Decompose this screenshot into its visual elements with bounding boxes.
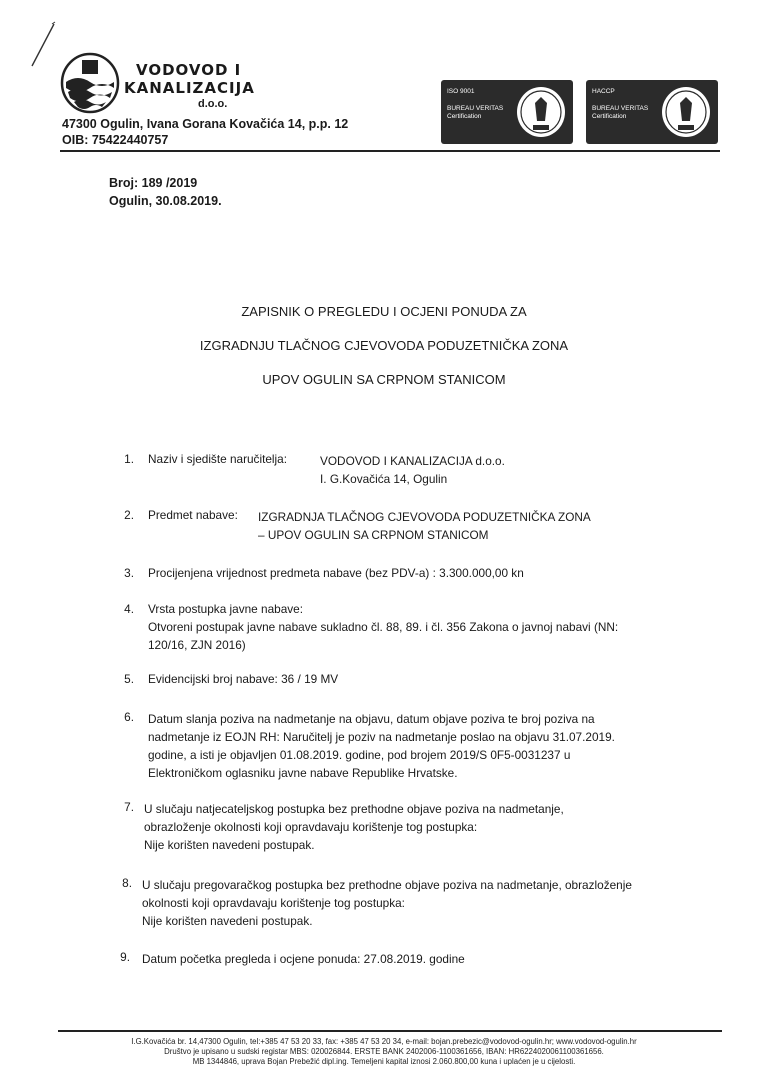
bureau-veritas-seal-icon [660, 85, 712, 139]
cert-label: HACCP [592, 88, 615, 95]
company-oib: OIB: 75422440757 [62, 133, 169, 147]
item-text: Elektroničkom oglasniku javne nabave Republike Hrvatske. [148, 766, 458, 780]
item-number: 1. [124, 452, 134, 466]
item-text: U slučaju pregovaračkog postupka bez prethodne objave poziva na nadmetanje, obrazloženje [142, 878, 632, 892]
item-number: 3. [124, 566, 134, 580]
logo-text-line2: KANALIZACIJA [124, 79, 255, 97]
item-text: obrazloženje okolnosti koji opravdavaju korištenje tog postupka: [144, 820, 478, 834]
document-title-line2: IZGRADNJU TLAČNOG CJEVOVODA PODUZETNIČKA ZONA [199, 338, 569, 353]
iso-9001-badge [441, 80, 573, 144]
item-number: 2. [124, 508, 134, 522]
logo-text-line1: VODOVOD I [136, 61, 242, 79]
item-text: Datum početka pregleda i ocjene ponuda: 27.08.2019. godine [142, 952, 465, 966]
item-number: 4. [124, 602, 134, 616]
item-text: Datum slanja poziva na nadmetanje na objavu, datum objave poziva te broj poziva na [148, 712, 595, 726]
item-label: Predmet nabave: [148, 508, 238, 522]
footer-capital: MB 1344846, uprava Bojan Prebežić dipl.ing. Temeljeni kapital iznosi 2.060.800,00 kuna i uplaćen je u cijelosti. [192, 1057, 576, 1066]
item-text: okolnosti koji opravdavaju korištenje tog postupka: [142, 896, 405, 910]
document-date: Ogulin, 30.08.2019. [109, 194, 222, 208]
footer-contact: I.G.Kovačića br. 14,47300 Ogulin, tel:+385 47 53 20 33, fax: +385 47 53 20 34, e-mail: bojan.prebezic@vodovod-ogulin.hr; www.vodovod-ogulin.hr [131, 1037, 637, 1046]
haccp-badge [586, 80, 718, 144]
cert-label: ISO 9001 [447, 88, 475, 95]
pen-mark [28, 20, 58, 70]
cert-label: Certification [447, 113, 482, 120]
item-text: Vrsta postupka javne nabave: [148, 602, 303, 616]
footer-divider [58, 1030, 722, 1032]
logo-text-line3: d.o.o. [198, 98, 228, 110]
item-text: 120/16, ZJN 2016) [148, 638, 246, 652]
document-number: Broj: 189 /2019 [109, 176, 198, 190]
item-number: 6. [124, 710, 134, 724]
item-number: 5. [124, 672, 134, 686]
company-logo [58, 50, 258, 114]
cert-label: Certification [592, 113, 627, 120]
document-title-line3: UPOV OGULIN SA CRPNOM STANICOM [262, 372, 506, 387]
footer-registry: Društvo je upisano u sudski registar MBS: 020026844. ERSTE BANK 2402006-1100361656, IBAN: HR6224020061100361656. [164, 1047, 604, 1056]
cert-label: BUREAU VERITAS [447, 105, 504, 112]
item-text: Procijenjena vrijednost predmeta nabave (bez PDV-a) : 3.300.000,00 kn [148, 566, 524, 580]
item-text: Evidencijski broj nabave: 36 / 19 MV [148, 672, 339, 686]
item-value: I. G.Kovačića 14, Ogulin [320, 472, 448, 486]
item-text: godine, a isti je objavljen 01.08.2019. godine, pod brojem 2019/S 0F5-0031237 u [148, 748, 571, 762]
item-number: 8. [122, 876, 132, 890]
item-value: VODOVOD I KANALIZACIJA d.o.o. [320, 454, 505, 468]
item-text: Nije korišten navedeni postupak. [144, 838, 315, 852]
cert-label: BUREAU VERITAS [592, 105, 649, 112]
water-drop-logo-icon [60, 52, 120, 114]
item-text: Nije korišten navedeni postupak. [142, 914, 313, 928]
header-divider [60, 150, 720, 152]
item-text: U slučaju natjecateljskog postupka bez prethodne objave poziva na nadmetanje, [144, 802, 564, 816]
item-value: – UPOV OGULIN SA CRPNOM STANICOM [258, 528, 489, 542]
item-number: 7. [124, 800, 134, 814]
item-number: 9. [120, 950, 130, 964]
item-text: nadmetanje iz EOJN RH: Naručitelj je poziv na nadmetanje poslao na objavu 31.07.2019. [148, 730, 615, 744]
item-label: Naziv i sjedište naručitelja: [148, 452, 287, 466]
bureau-veritas-seal-icon [515, 85, 567, 139]
item-value: IZGRADNJA TLAČNOG CJEVOVODA PODUZETNIČKA ZONA [258, 510, 591, 524]
company-address: 47300 Ogulin, Ivana Gorana Kovačića 14, p.p. 12 [62, 117, 349, 131]
document-title-line1: ZAPISNIK O PREGLEDU I OCJENI PONUDA ZA [241, 304, 527, 319]
item-text: Otvoreni postupak javne nabave sukladno čl. 88, 89. i čl. 356 Zakona o javnoj nabavi (NN: [148, 620, 619, 634]
